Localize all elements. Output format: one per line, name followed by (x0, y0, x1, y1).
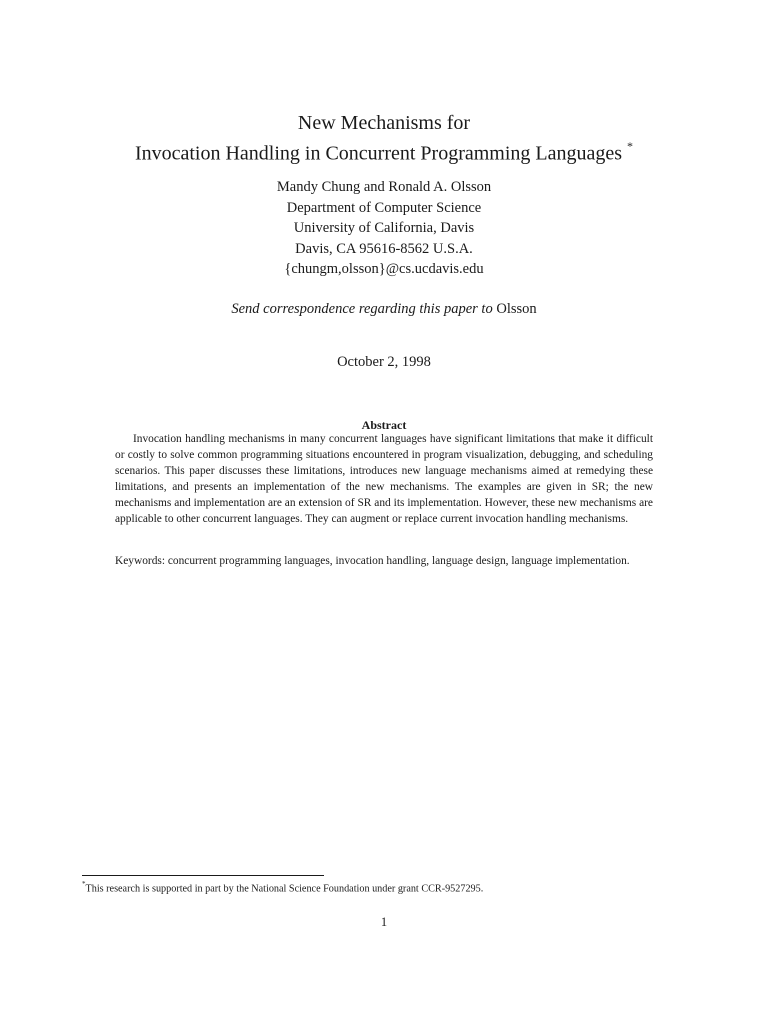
author-block (0, 177, 768, 280)
correspondence-name: Olsson (496, 301, 537, 317)
footnote (82, 878, 682, 896)
correspondence-note (0, 299, 768, 319)
footnote-mark: * (82, 880, 86, 888)
author-department: Department of Computer Science (286, 199, 482, 216)
page-number: 1 (380, 915, 388, 929)
title-line-1-text: New Mechanisms for (297, 112, 471, 134)
author-email: {chungm,olsson}@cs.ucdavis.edu (284, 261, 484, 277)
title-line-2-text: Invocation Handling in Concurrent Programming Languages (134, 142, 623, 165)
author-address: Davis, CA 95616-8562 U.S.A. (295, 240, 473, 257)
abstract-body: Invocation handling mechanisms in many concurrent languages have significant limitations that make it difficult or costly to solve common programming situations encountered in program visualization, debugging, and scheduling scenarios. This paper discusses these limitations, introduces new language mechanisms aimed at remedying these limitations, and presents an implementation of the new mechanisms. The examples are given in SR; the new mechanisms and implementation are an extension of SR and its implementation. However, these new mechanisms are applicable to other concurrent languages. They can augment or replace current invocation handling mechanisms. (115, 433, 653, 525)
footnote-text: This research is supported in part by the National Science Foundation under grant CCR-9527295. (85, 883, 484, 895)
title-footnote-mark: * (627, 139, 634, 153)
abstract-heading: Abstract (361, 418, 407, 432)
author-university: University of California, Davis (293, 220, 475, 236)
paper-title-line-2 (0, 133, 768, 170)
footnote-divider (82, 875, 324, 876)
author-names: Mandy Chung and Ronald A. Olsson (276, 179, 492, 195)
keywords: Keywords: concurrent programming languages, invocation handling, language design, language implementation. (115, 555, 630, 567)
paper-date: October 2, 1998 (337, 354, 431, 370)
correspondence-prefix: Send correspondence regarding this paper to (231, 301, 493, 317)
